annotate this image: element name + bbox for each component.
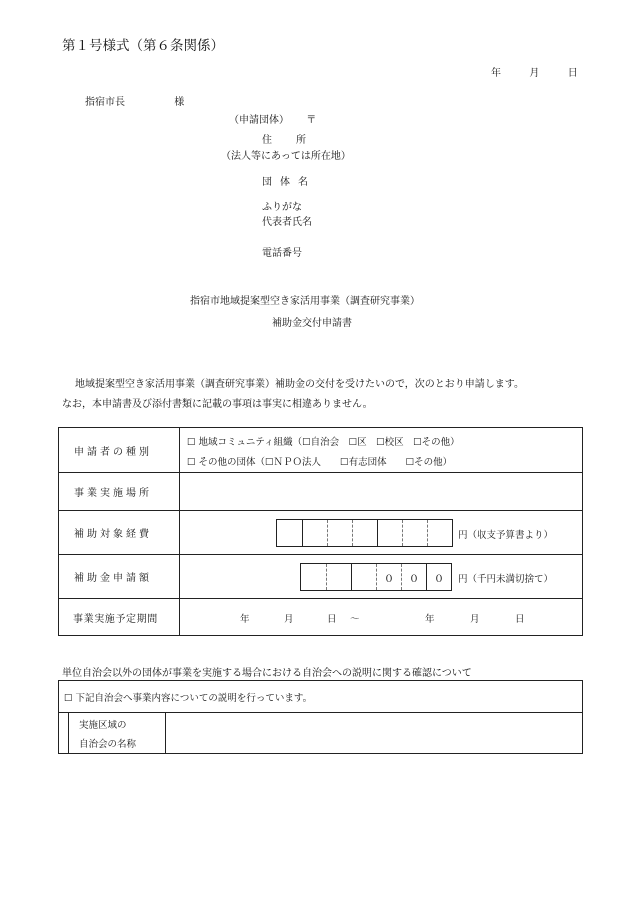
confirmation-table (58, 680, 583, 754)
phone-label: 電話番号 (262, 248, 302, 259)
digit-cell[interactable] (427, 520, 452, 546)
form-number: 第１号様式（第６条関係） (62, 38, 224, 54)
row-label: 申請者の種別 (59, 428, 180, 472)
period-end-year: 年 (425, 614, 435, 625)
grant-amount-field[interactable] (180, 555, 582, 598)
table-row-period (59, 598, 582, 635)
document-title-line2: 補助金交付申請書 (272, 318, 352, 329)
row-label: 補助対象経費 (59, 511, 180, 554)
application-table (58, 427, 583, 636)
digit-cell[interactable]: ０ (401, 564, 426, 590)
applicant-section-label (229, 111, 316, 126)
grant-unit-note: 円（千円未満切捨て） (458, 574, 554, 585)
date-day-label: 日 (567, 68, 578, 79)
submission-date (491, 64, 578, 79)
row-label: 事業実施予定期間 (59, 599, 180, 635)
digit-cell[interactable] (402, 520, 427, 546)
digit-cell[interactable] (326, 564, 351, 590)
address-note: （法人等にあっては所在地） (221, 151, 351, 162)
digit-cell[interactable] (302, 520, 327, 546)
association-name-field[interactable] (166, 713, 582, 753)
digit-cell[interactable] (351, 564, 376, 590)
eligible-expenses-field[interactable] (180, 511, 582, 554)
area-label-line2: 自治会の名称 (79, 739, 137, 750)
table-row-grant-amount (59, 554, 582, 598)
digit-cell[interactable]: ０ (376, 564, 401, 590)
date-year-label: 年 (491, 68, 501, 79)
table-row-location (59, 472, 582, 510)
digit-cell[interactable] (327, 520, 352, 546)
date-month-label: 月 (529, 68, 540, 79)
digit-cell[interactable] (352, 520, 377, 546)
confirmation-heading: 単位自治会以外の団体が事業を実施する場合における自治会への説明に関する確認について (62, 668, 472, 679)
addressee-honorific: 様 (174, 97, 185, 108)
furigana-label: ふりがな (262, 202, 302, 213)
digit-cell[interactable] (301, 564, 326, 590)
expense-digit-boxes[interactable] (276, 519, 453, 547)
period-tilde: ～ (350, 614, 360, 625)
digit-cell[interactable]: ０ (426, 564, 451, 590)
period-start-month: 月 (284, 614, 294, 625)
applicant-label: （申請団体） (229, 115, 289, 126)
project-period-field[interactable] (180, 599, 582, 635)
table-row-eligible-expenses (59, 510, 582, 554)
period-start-day: 日 (327, 614, 337, 625)
body-text-line2: なお，本申請書及び添付書類に記載の事項は事実に相違ありません。 (62, 399, 373, 410)
neighborhood-association-row (59, 713, 582, 753)
project-location-field[interactable] (180, 473, 582, 510)
table-row-applicant-type (59, 428, 582, 472)
applicant-type-other-options[interactable]: ☐ その他の団体（☐ＮＰＯ法人 ☐有志団体 ☐その他） (187, 457, 453, 468)
representative-name-label: 代表者氏名 (262, 217, 312, 228)
applicant-type-community-options[interactable]: ☐ 地域コミュニティ組織（☐自治会 ☐区 ☐校区 ☐その他） (187, 437, 460, 448)
org-name-label: 団体名 (262, 177, 316, 188)
area-association-label (68, 713, 166, 753)
applicant-type-field[interactable] (180, 428, 582, 472)
row-label: 補助金申請額 (59, 555, 180, 598)
document-title-line1: 指宿市地域提案型空き家活用事業（調査研究事業） (190, 296, 420, 307)
addressee-name: 指宿市長 (85, 97, 125, 108)
area-label-line1: 実施区域の (79, 720, 127, 731)
explanation-checkbox[interactable]: ☐ 下記自治会へ事業内容についての説明を行っています。 (59, 681, 582, 713)
digit-cell[interactable] (377, 520, 402, 546)
addressee (85, 93, 184, 108)
period-end-day: 日 (515, 614, 525, 625)
row-label: 事業実施場所 (59, 473, 180, 510)
address-label: 住所 (262, 135, 330, 146)
digit-cell[interactable] (277, 520, 302, 546)
postal-mark: 〒 (306, 115, 317, 126)
expense-unit-note: 円（収支予算書より） (458, 530, 554, 541)
body-text-line1: 地域提案型空き家活用事業（調査研究事業）補助金の交付を受けたいので，次のとおり申請します。 (75, 379, 524, 390)
grant-digit-boxes[interactable] (300, 563, 452, 591)
period-start-year: 年 (240, 614, 250, 625)
period-end-month: 月 (470, 614, 480, 625)
